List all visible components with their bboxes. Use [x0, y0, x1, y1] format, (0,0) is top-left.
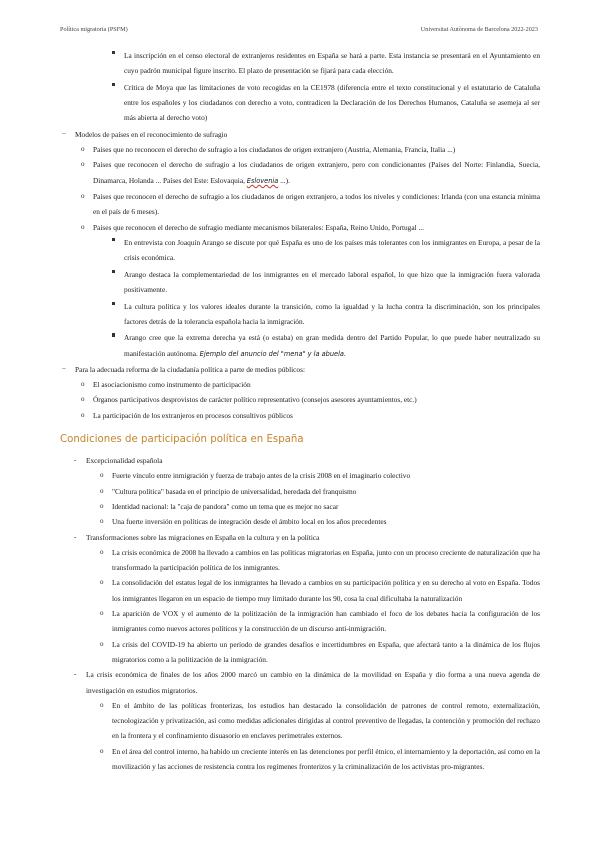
square-bullet-icon [112, 330, 115, 345]
circle-bullet-icon: o [81, 380, 85, 389]
list-item-text: En el ámbito de las políticas fronterizas, los estudios han destacado la consolidación de patrones de control remoto, externalización, tecnologización y privatización, así como medidas adicionales dirigidas al control preventivo de llegadas, la contención y promoción del rechazo en la frontera y el confinamiento disuasorio en enclaves perimetrales externos. [112, 700, 540, 741]
circle-bullet-icon: o [81, 395, 85, 404]
list-item-text: Países que no reconocen el derecho de sufragio a los ciudadanos de origen extranjero (Austria, Alemania, Francia, Italia ...) [93, 145, 456, 155]
handwritten-note: Ejemplo del anuncio del "mena" y la abuela. [199, 349, 347, 358]
list-item-text: Países que reconocen el derecho de sufragio mediante mecanismos bilaterales: España, Reino Unido, Portugal ... [93, 222, 424, 232]
dash-bullet-icon: − [62, 364, 66, 373]
square-bullet-icon [112, 80, 115, 95]
list-item-heading [74, 667, 540, 698]
list-item [124, 48, 540, 79]
list-heading-text: Modelos de países en el reconocimiento de sufragio [75, 129, 228, 139]
list-item [100, 744, 540, 775]
circle-bullet-icon: o [81, 145, 85, 154]
list-item-text: Crítica de Moya que las limitaciones de voto recogidas en la CE1978 (diferencia entre el texto constitucional y el estatutario de Cataluña entre los españoles y los ciudadanos con derecho a voto, contradicen la Declaración de los Derechos Humanos, Cataluña se asemeja al ser más abierta al derecho voto) [124, 82, 540, 123]
list-heading-text: Transformaciones sobre las migraciones en España en la cultura y en la política [86, 532, 320, 542]
list-item-heading [62, 127, 540, 142]
list-item [100, 514, 540, 529]
dash-bullet-icon: − [62, 129, 66, 138]
list-item-text: Arango destaca la complementariedad de los inmigrantes en el mercado laboral español, lo que hizo que la inmigración fuera valorada positivamente. [124, 269, 540, 295]
circle-bullet-icon: o [100, 486, 104, 495]
list-item [100, 545, 540, 576]
list-item-text: Órganos participativos desprovistos de carácter político representativo (consejos asesores ayuntamientos, etc.) [93, 395, 417, 405]
list-item-text: Arango cree que la extrema derecha ya está (o estaba) en gran medida dentro del Partido Popular, lo que puede haber neutralizado su manifestación autónoma. [124, 333, 540, 358]
circle-bullet-icon: o [100, 471, 104, 480]
list-item [100, 606, 540, 637]
list-item [81, 220, 540, 235]
list-item-text: Países que reconocen el derecho de sufragio a los ciudadanos de origen extranjero, pero con condicionantes (Países del Norte: Finlandia, Suecia, Dinamarca, Holanda ... Países del Este: Eslovaquia, [93, 160, 540, 185]
list-item-text: Fuerte vínculo entre inmigración y fuerza de trabajo antes de la crisis 2008 en el imaginario colectivo [112, 471, 411, 481]
circle-bullet-icon: o [100, 517, 104, 526]
list-item-heading [74, 453, 540, 468]
section-heading: Condiciones de participación política en España [60, 434, 304, 446]
list-heading-text: La crisis económica de finales de los años 2000 marcó un cambio en la dinámica de la movilidad en España y dio forma a una nueva agenda de investigación en estudios migratorios. [86, 670, 540, 695]
circle-bullet-icon: o [100, 700, 104, 709]
circle-bullet-icon: o [81, 222, 85, 231]
list-item-text: Países que reconocen el derecho de sufragio a los ciudadanos de origen extranjero, a todos los niveles y condiciones: Irlanda (con una estancia mínima en el país de 6 meses). [93, 192, 540, 217]
square-bullet-icon [112, 235, 115, 250]
list-item [100, 698, 540, 744]
dash-bullet-icon: - [74, 456, 77, 465]
list-item-text: La consolidación del estatus legal de los inmigrantes ha llevado a cambios en su participación política y en su derecho al voto en España. Todos los inmigrantes llegaron en un espacio de tiempo muy limitado durante los 90, cosa la cual dificultaba la naturalización [112, 578, 540, 603]
circle-bullet-icon: o [81, 160, 85, 169]
page-header [60, 26, 538, 38]
circle-bullet-icon: o [81, 192, 85, 201]
list-item [124, 80, 540, 126]
list-item-text: La inscripción en el censo electoral de extranjeros residentes en España se hará a parte. Esta instancia se presentará en el Ayuntamiento en cuyo padrón municipal figure inscrito. El plazo de presentación se fijará para cada elección. [124, 51, 540, 76]
list-item-tail: ...). [280, 175, 290, 185]
header-university: Universitat Autònoma de Barcelona 2022-2023 [420, 26, 538, 33]
list-item [100, 468, 540, 483]
circle-bullet-icon: o [100, 578, 104, 587]
dash-bullet-icon: - [74, 670, 77, 679]
dash-bullet-icon: - [74, 532, 77, 541]
circle-bullet-icon: o [100, 746, 104, 755]
list-item-heading [62, 362, 540, 377]
list-item-text: El asociacionismo como instrumento de participación [93, 380, 251, 390]
circle-bullet-icon: o [81, 410, 85, 419]
list-item [100, 484, 540, 499]
list-item [124, 299, 540, 330]
list-heading-text: Para la adecuada reforma de la ciudadanía política a parte de medios públicos: [75, 364, 306, 374]
list-item [100, 575, 540, 606]
list-item-text: En el área del control interno, ha habido un creciente interés en las detenciones por perfil étnico, el internamiento y la deportación, así como en la movilización y las acciones de resistencia contra los regímenes fronterizos y la criminalización de los activistas pro-migrantes. [112, 746, 540, 771]
list-item-text: La aparición de VOX y el aumento de la politización de la inmigración han cambiado el foco de los debates hacia la configuración de los inmigrantes como nuevos actores políticos y la construcción de un discurso anti-inmigración. [112, 609, 540, 634]
circle-bullet-icon: o [100, 609, 104, 618]
list-item-text: La crisis del COVID-19 ha abierto un período de grandes desafíos e incertidumbres en España, que afectará tanto a la dinámica de los flujos migratorios como a la politización de la inmigración. [112, 639, 540, 664]
list-item-text: "Cultura política" basada en el principio de universalidad, heredada del franquismo [112, 486, 357, 496]
square-bullet-icon [112, 267, 115, 282]
list-item-text: La cultura política y los valores ideales durante la transición, como la igualdad y la lucha contra la discriminación, son los principales factores detrás de la tolerancia española hacia la inmigración. [124, 301, 540, 326]
header-course-title: Política migratoria (PSFM) [60, 26, 128, 33]
square-bullet-icon [112, 299, 115, 314]
list-item-text: La crisis económica de 2008 ha llevado a cambios en las políticas migratorias en España, junto con un proceso creciente de naturalización que ha transformado la participación política de los inmigrantes. [112, 547, 540, 573]
list-heading-text: Excepcionalidad española [86, 456, 163, 466]
list-item-text: La participación de los extranjeros en procesos consultivos públicos [93, 410, 293, 420]
list-item-text: Una fuerte inversión en políticas de integración desde el ámbito local en los años precedentes [112, 517, 387, 527]
list-item [81, 392, 540, 407]
list-item [124, 267, 540, 298]
square-bullet-icon [112, 48, 115, 63]
list-item [81, 377, 540, 392]
circle-bullet-icon: o [100, 547, 104, 556]
list-item [124, 235, 540, 266]
list-item [81, 142, 540, 157]
list-item-text: En entrevista con Joaquín Arango se discute por qué España es uno de los países más tolerantes con los inmigrantes en Europa, a pesar de la crisis económica. [124, 237, 540, 263]
document-body [0, 48, 600, 774]
circle-bullet-icon: o [100, 639, 104, 648]
circle-bullet-icon: o [100, 501, 104, 510]
list-item [81, 189, 540, 220]
list-item [124, 330, 540, 362]
list-item-text: Identidad nacional: la "caja de pandora" como un tema que es mejor no sacar [112, 501, 339, 511]
list-item [100, 499, 540, 514]
list-item [81, 408, 540, 423]
list-item-heading [74, 530, 540, 545]
list-item [81, 157, 540, 189]
handwritten-word: Eslovenia [246, 176, 279, 185]
list-item [100, 637, 540, 668]
